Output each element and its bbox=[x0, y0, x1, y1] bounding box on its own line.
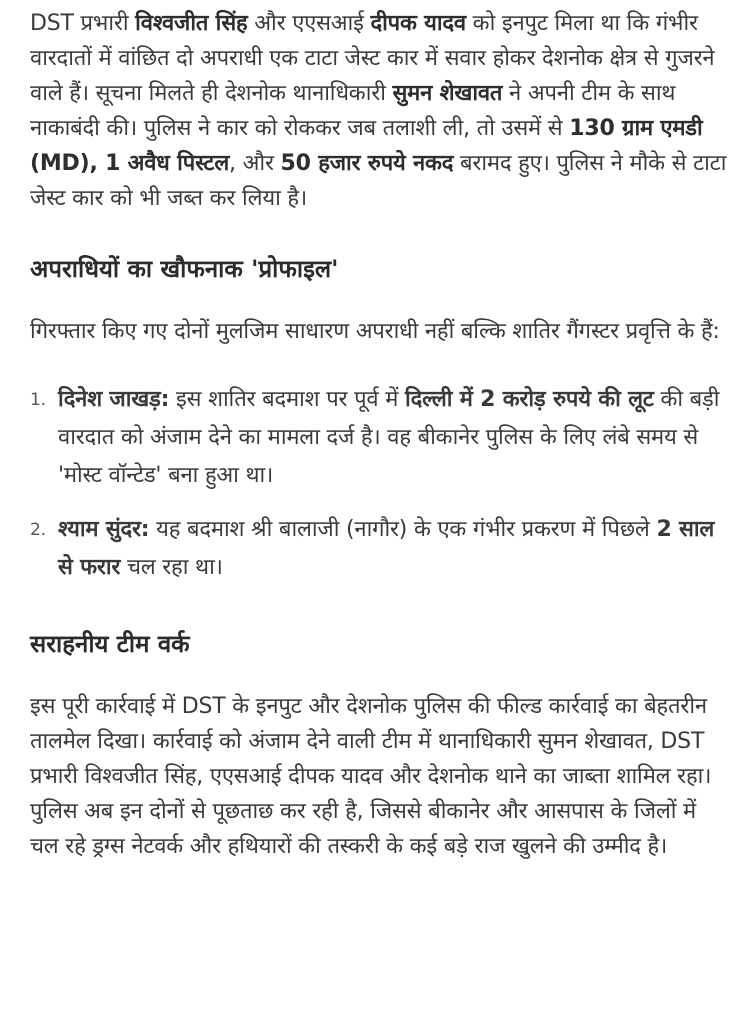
teamwork-paragraph: इस पूरी कार्रवाई में DST के इनपुट और देशनोक पुलिस की फील्ड कार्रवाई का बेहतरीन तालमेल दिखा। कार्रवाई को अंजाम देने वाली टीम में थानाधिकारी सुमन शेखावत, DST प्रभारी विश्वजीत सिंह, एएसआई दीपक यादव और देशनोक थाने का जाब्ता शामिल रहा। पुलिस अब इन दोनों से पूछताछ कर रही है, जिससे बीकानेर और आसपास के जिलों में चल रहे ड्रग्स नेटवर्क और हथियारों की तस्करी के कई बड़े राज खुलने की उम्मीद है। bbox=[30, 694, 712, 859]
list-number: 2. bbox=[30, 520, 46, 540]
intro-paragraph bbox=[30, 6, 730, 216]
profile-intro-paragraph: गिरफ्तार किए गए दोनों मुलजिम साधारण अपराधी नहीं बल्कि शातिर गैंगस्टर प्रवृत्ति के हैं: bbox=[30, 319, 720, 344]
seized-cash: 50 हजार रुपये नकद bbox=[280, 151, 454, 176]
list-text: चल रहा था। bbox=[120, 555, 223, 580]
article-body bbox=[30, 6, 730, 864]
officer-name-vishwajeet: विश्वजीत सिंह bbox=[135, 11, 248, 36]
list-highlight: 2 साल से फरार bbox=[58, 517, 715, 580]
intro-text-1: DST प्रभारी bbox=[30, 11, 136, 36]
section-heading-profile: अपराधियों का खौफनाक 'प्रोफाइल' bbox=[30, 255, 339, 283]
list-number: 1. bbox=[30, 390, 46, 410]
list-text: की बड़ी वारदात को अंजाम देने का मामला दर्ज है। वह बीकानेर पुलिस के लिए लंबे समय से 'मोस्ट वॉन्टेड' बना हुआ था। bbox=[58, 387, 720, 488]
list-highlight: दिल्ली में 2 करोड़ रुपये की लूट bbox=[404, 387, 654, 412]
list-text: यह बदमाश श्री बालाजी (नागौर) के एक गंभीर प्रकरण में पिछले bbox=[149, 517, 657, 542]
criminal-list bbox=[30, 381, 730, 587]
list-text: इस शातिर बदमाश पर पूर्व में bbox=[169, 387, 405, 412]
intro-text-3: को इनपुट मिला था कि गंभीर वारदातों में वांछित दो अपराधी एक टाटा जेस्ट कार में सवार होकर देशनोक क्षेत्र से गुजरने वाले हैं। सूचना मिलते ही देशनोक थानाधिकारी bbox=[30, 11, 715, 106]
intro-text-5: , और bbox=[229, 151, 281, 176]
criminal-name: श्याम सुंदर: bbox=[58, 517, 150, 542]
list-item bbox=[30, 381, 730, 495]
intro-text-4: ने अपनी टीम के साथ नाकाबंदी की। पुलिस ने कार को रोककर जब तलाशी ली, तो उसमें से bbox=[30, 81, 676, 141]
intro-text-6: बरामद हुए। पुलिस ने मौके से टाटा जेस्ट कार को भी जब्त कर लिया है। bbox=[30, 151, 727, 211]
intro-text-2: और एएसआई bbox=[247, 11, 371, 36]
seized-items: 130 ग्राम एमडी (MD), 1 अवैध पिस्टल bbox=[30, 116, 703, 176]
criminal-name: दिनेश जाखड़: bbox=[58, 387, 170, 412]
officer-name-suman: सुमन शेखावत bbox=[392, 81, 503, 106]
section-heading-teamwork: सराहनीय टीम वर्क bbox=[30, 630, 190, 658]
list-item bbox=[30, 511, 730, 587]
officer-name-deepak: दीपक यादव bbox=[370, 11, 466, 36]
